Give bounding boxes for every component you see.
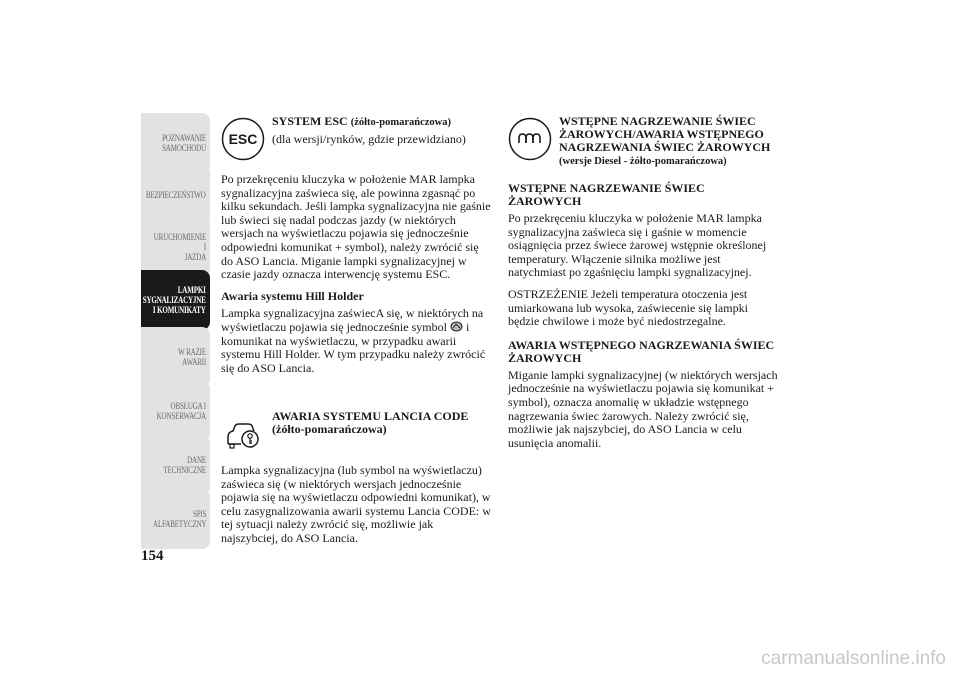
tab-spis-alfabetyczny[interactable] [141, 489, 210, 549]
esc-title-color: (żółto-pomarańczowa) [350, 117, 452, 128]
esc-section [221, 173, 491, 383]
esc-warning-icon [221, 117, 265, 166]
code-title-color: (żółto-pomarańczowa) [272, 422, 387, 436]
glow-title-color: (wersje Diesel - żółto-pomarańczowa) [559, 156, 727, 167]
tab-label: POZNAWANIE SAMOCHODU [162, 133, 206, 153]
page-number: 154 [141, 548, 164, 564]
esc-icon-label: ESC [228, 131, 258, 147]
esc-title [272, 115, 497, 129]
tab-label: LAMPKI SYGNALIZACYJNE I KOMUNIKATY [143, 285, 206, 315]
hill-holder-body-b: i komunikat na wyświetlaczu, w przypadku awarii systemu Hill Holder. W tym przypadku należy zwrócić się do ASO Lancia. [221, 319, 486, 375]
tab-label: OBSŁUGA I KONSERWACJA [156, 401, 206, 421]
tab-label: SPIS ALFABETYCZNY [152, 509, 206, 529]
tab-lampki-sygnalizacyjne[interactable] [141, 270, 210, 330]
hill-holder-body [221, 307, 491, 375]
tab-label: DANE TECHNICZNE [163, 455, 206, 475]
glow-title-text: WSTĘPNE NAGRZEWANIE ŚWIEC ŻAROWYCH/AWARIA WSTĘPNEGO NAGRZEWANIA ŚWIEC ŻAROWYCH [559, 114, 771, 154]
chapter-sidebar [0, 0, 212, 679]
preheat-failure-title: AWARIA WSTĘPNEGO NAGRZEWANIA ŚWIEC ŻAROWYCH [508, 337, 775, 365]
esc-body: Po przekręceniu kluczyka w położenie MAR lampka sygnalizacyjna zaświeca się, ale powinna zgasnąć po kilku sekundach. Jeśli lampka sygnalizacyjna nie gaśnie lub świeci się nadal podczas jazdy (w niektórych wersjach na wyświetlaczu pojawia się jednocześnie odpowiedni komunikat + symbol), należy zwrócić się do ASO Lancia. Miganie lampki sygnalizacyjnej w czasie jazdy oznacza interwencję systemu ESC. [221, 172, 491, 282]
tab-label: BEZPIECZEŃSTWO [146, 190, 206, 200]
tab-obsluga-i-konserwacja[interactable] [141, 381, 210, 441]
hill-holder-body-a: Lampka sygnalizacyjna zaświecA się, w niektórych na wyświetlaczu pojawia się jednocześnie symbol [221, 306, 484, 334]
esc-title-text: SYSTEM ESC [272, 114, 348, 128]
preheat-body: Po przekręceniu kluczyka w położenie MAR lampka sygnalizacyjna zaświeca się i gaśnie w momencie osiągnięcia przez świece żarowej wstępnie określonej temperatury. Włączenie silnika możliwe jest natychmiast po zgaśnięciu lampki sygnalizacyjnej. [508, 211, 767, 280]
preheat-warning: OSTRZEŻENIE Jeżeli temperatura otoczenia jest umiarkowana lub wysoka, zaświecenie się lampki będzie chwilowe i może być niedostrzegalne. [508, 286, 748, 329]
code-title: AWARIA SYSTEMU LANCIA CODE [272, 409, 469, 423]
tab-dane-techniczne[interactable] [141, 435, 210, 495]
preheat-title: WSTĘPNE NAGRZEWANIE ŚWIEC ŻAROWYCH [508, 181, 705, 208]
tab-label: W RAZIE AWARII [178, 347, 206, 367]
tab-poznawanie-samochodu[interactable] [141, 113, 210, 173]
tab-bezpieczenstwo[interactable] [141, 165, 210, 225]
glow-section [508, 182, 780, 458]
tab-label: URUCHOMIENIE I JAZDA [153, 232, 206, 262]
code-header [272, 410, 497, 436]
car-key-icon [221, 412, 265, 461]
glow-header [559, 115, 781, 168]
hill-holder-title: Awaria systemu Hill Holder [221, 288, 364, 303]
tab-uruchomienie-i-jazda[interactable] [141, 217, 210, 277]
watermark: carmanualsonline.info [761, 648, 946, 669]
glow-title [559, 115, 781, 168]
code-body: Lampka sygnalizacyjna (lub symbol na wyświetlaczu) zaświeca się (w niektórych wersjach jednocześnie pojawia się na wyświetlaczu odpowiedni komunikat), w celu zasygnalizowania awarii systemu Lancia CODE: w tej sytuacji należy zwrócić się, możliwie jak najszybciej, do ASO Lancia. [221, 463, 491, 545]
preheat-failure-body: Miganie lampki sygnalizacyjnej (w niektórych wersjach jednocześnie na wyświetlaczu pojawia się komunikat + symbol), oznacza anomalię w układzie wstępnego nagrzewania świec żarowych. Należy zwrócić się, możliwie jak najszybciej, do ASO Lancia w celu usunięcia anomalii. [508, 367, 778, 450]
tab-w-razie-awarii[interactable] [141, 327, 210, 387]
esc-subtitle: (dla wersji/rynków, gdzie przewidziano) [272, 132, 466, 146]
code-section [221, 464, 493, 554]
esc-header [272, 115, 497, 147]
hill-holder-symbol-icon [450, 321, 463, 332]
glow-plug-icon [508, 117, 552, 166]
